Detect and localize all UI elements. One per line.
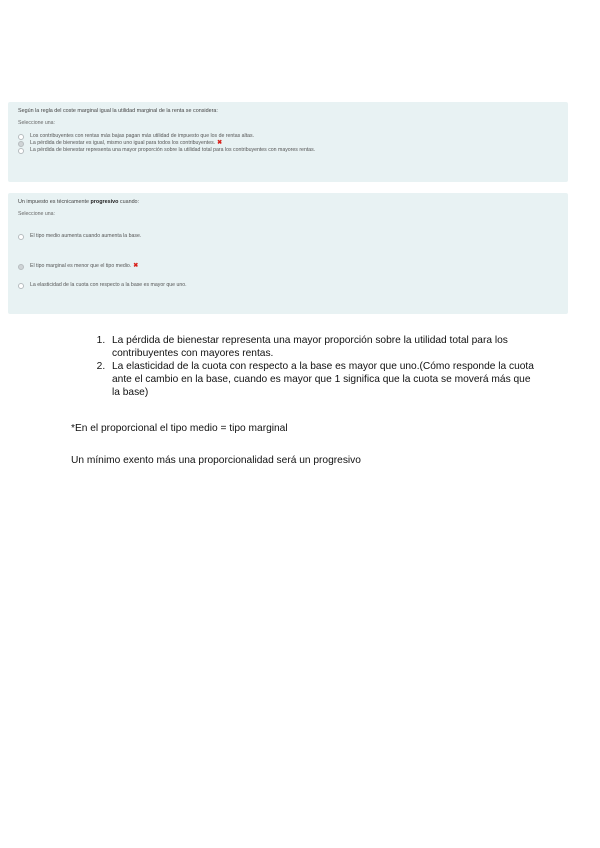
question-keyword: progresivo	[90, 199, 119, 205]
quiz-question-1	[8, 102, 568, 182]
answer-label: Seleccione una:	[18, 120, 55, 126]
wrong-answer-icon: ✖	[133, 263, 139, 269]
notes-list	[90, 334, 540, 399]
radio-button[interactable]	[18, 134, 24, 140]
quiz-question-2	[8, 193, 568, 314]
answer-option[interactable]	[18, 133, 558, 140]
answer-option[interactable]	[18, 140, 558, 147]
answer-option[interactable]	[18, 263, 138, 270]
question-text-end: cuando:	[119, 199, 140, 205]
wrong-answer-icon: ✖	[217, 140, 223, 146]
radio-button[interactable]	[18, 148, 24, 154]
list-item: 1. La pérdida de bienestar representa una mayor proporción sobre la utilidad total para los contribuyentes con mayores rentas.	[108, 334, 540, 360]
note-paragraph: Un mínimo exento más una proporcionalidad será un progresivo	[71, 455, 361, 466]
answer-option[interactable]	[18, 147, 558, 154]
radio-button[interactable]	[18, 283, 24, 289]
note-paragraph: *En el proporcional el tipo medio = tipo marginal	[71, 423, 288, 434]
option-text: El tipo medio aumenta cuando aumenta la base.	[30, 233, 142, 239]
radio-button[interactable]	[18, 234, 24, 240]
option-text: La pérdida de bienestar es igual, mismo uno igual para todos los contribuyentes.	[30, 140, 216, 146]
option-text: Los contribuyentes con rentas más bajas pagan más utilidad de impuesto que los de rentas altas.	[30, 133, 255, 139]
question-text: Según la regla del coste marginal igual la utilidad marginal de la renta se considera:	[18, 108, 218, 114]
option-text: La elasticidad de la cuota con respecto a la base es mayor que uno.	[30, 282, 187, 288]
answer-option[interactable]	[18, 233, 141, 240]
question-text	[18, 199, 558, 206]
radio-button[interactable]	[18, 141, 24, 147]
option-text: La pérdida de bienestar representa una mayor proporción sobre la utilidad total para los contribuyentes con mayores rentas.	[30, 147, 316, 153]
answer-label: Seleccione una:	[18, 211, 55, 217]
answer-option[interactable]	[18, 282, 187, 289]
list-item: 2. La elasticidad de la cuota con respecto a la base es mayor que uno.(Cómo responde la cuota ante el cambio en la base, cuando es mayor que 1 significa que la cuota se moverá más que la base)	[108, 360, 540, 399]
option-text: El tipo marginal es menor que el tipo medio.	[30, 263, 132, 269]
question-text-start: Un impuesto es técnicamente	[18, 199, 90, 205]
radio-button[interactable]	[18, 264, 24, 270]
